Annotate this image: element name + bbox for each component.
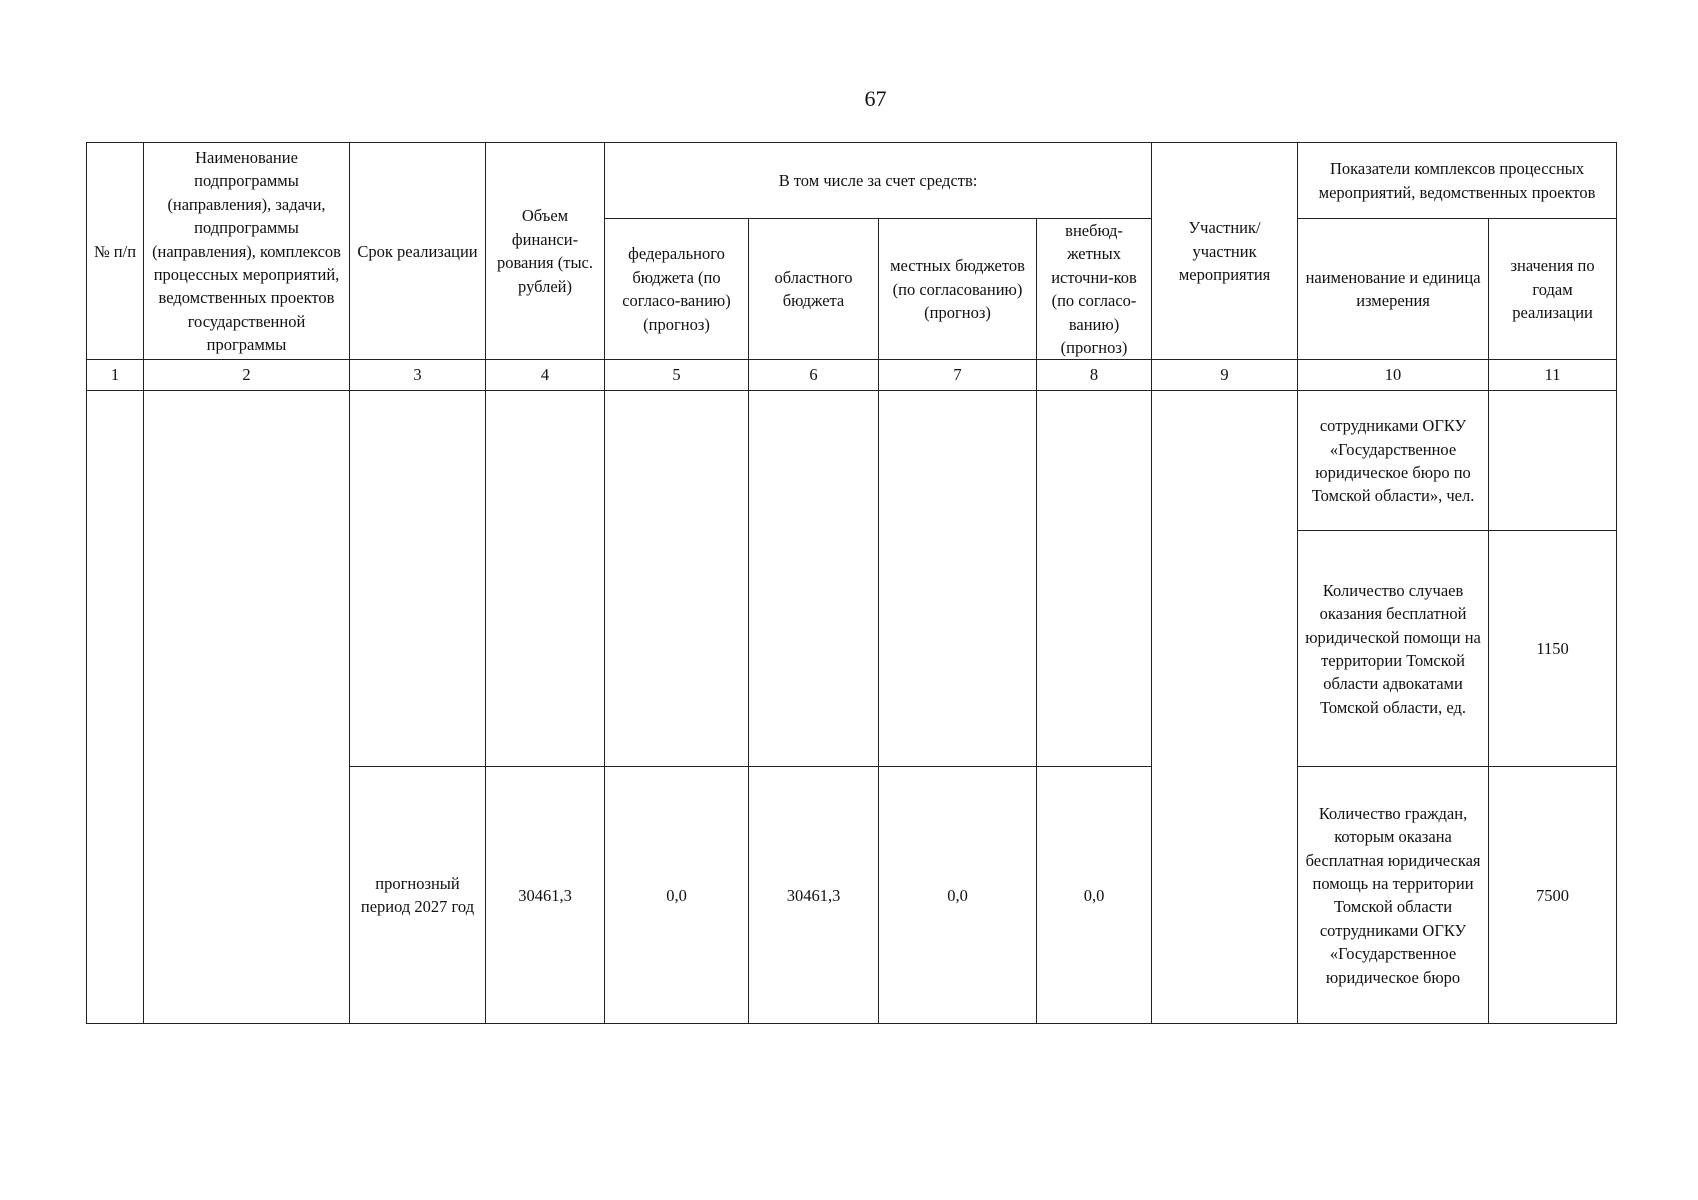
column-number: 9 [1152,360,1298,391]
column-number: 10 [1298,360,1489,391]
cell-extrabudget: 0,0 [1037,767,1152,1024]
cell-period [350,391,486,531]
cell-number [87,391,144,1024]
cell-federal [605,391,749,531]
header-indicator-values: значения по годам реализации [1489,219,1617,360]
cell-local [879,391,1037,531]
column-numbers-row [87,360,1617,391]
cell-volume [486,531,605,767]
column-number: 6 [749,360,879,391]
cell-regional [749,391,879,531]
header-participant: Участник/ участник мероприятия [1152,143,1298,360]
cell-federal: 0,0 [605,767,749,1024]
header-funding-group: В том числе за счет средств: [605,143,1152,219]
cell-regional [749,531,879,767]
cell-local [879,531,1037,767]
header-federal: федерального бюджета (по согласо-ванию) (прогноз) [605,219,749,360]
column-number: 2 [144,360,350,391]
header-indicator-name: наименование и единица измерения [1298,219,1489,360]
cell-federal [605,531,749,767]
page-number: 67 [864,86,887,111]
cell-regional: 30461,3 [749,767,879,1024]
header-volume: Объем финанси-рования (тыс. рублей) [486,143,605,360]
header-number: № п/п [87,143,144,360]
cell-indicator-value: 1150 [1489,531,1617,767]
header-regional: областного бюджета [749,219,879,360]
header-local: местных бюджетов (по согласованию) (прогноз) [879,219,1037,360]
cell-period: прогнозный период 2027 год [350,767,486,1024]
header-row [87,143,1617,219]
column-number: 3 [350,360,486,391]
cell-program-name [144,391,350,1024]
cell-volume: 30461,3 [486,767,605,1024]
cell-participant [1152,391,1298,1024]
cell-local: 0,0 [879,767,1037,1024]
cell-indicator-name: сотрудниками ОГКУ «Государственное юридическое бюро по Томской области», чел. [1298,391,1489,531]
cell-volume [486,391,605,531]
cell-indicator-value: 7500 [1489,767,1617,1024]
table-row [87,391,1617,531]
header-extrabudget: внебюд-жетных источни-ков (по согласо-ванию) (прогноз) [1037,219,1152,360]
cell-extrabudget [1037,391,1152,531]
header-period: Срок реализации [350,143,486,360]
column-number: 5 [605,360,749,391]
cell-indicator-name: Количество граждан, которым оказана бесплатная юридическая помощь на территории Томской области сотрудниками ОГКУ «Государственное юридическое бюро [1298,767,1489,1024]
cell-indicator-name: Количество случаев оказания бесплатной юридической помощи на территории Томской области адвокатами Томской области, ед. [1298,531,1489,767]
column-number: 4 [486,360,605,391]
financing-table [86,142,1617,1024]
column-number: 7 [879,360,1037,391]
header-program-name: Наименование подпрограммы (направления), задачи, подпрограммы (направления), комплексов процессных мероприятий, ведомственных проектов государственной программы [144,143,350,360]
column-number: 11 [1489,360,1617,391]
cell-indicator-value [1489,391,1617,531]
column-number: 8 [1037,360,1152,391]
column-number: 1 [87,360,144,391]
cell-period [350,531,486,767]
header-indicators-group: Показатели комплексов процессных мероприятий, ведомственных проектов [1298,143,1617,219]
cell-extrabudget [1037,531,1152,767]
